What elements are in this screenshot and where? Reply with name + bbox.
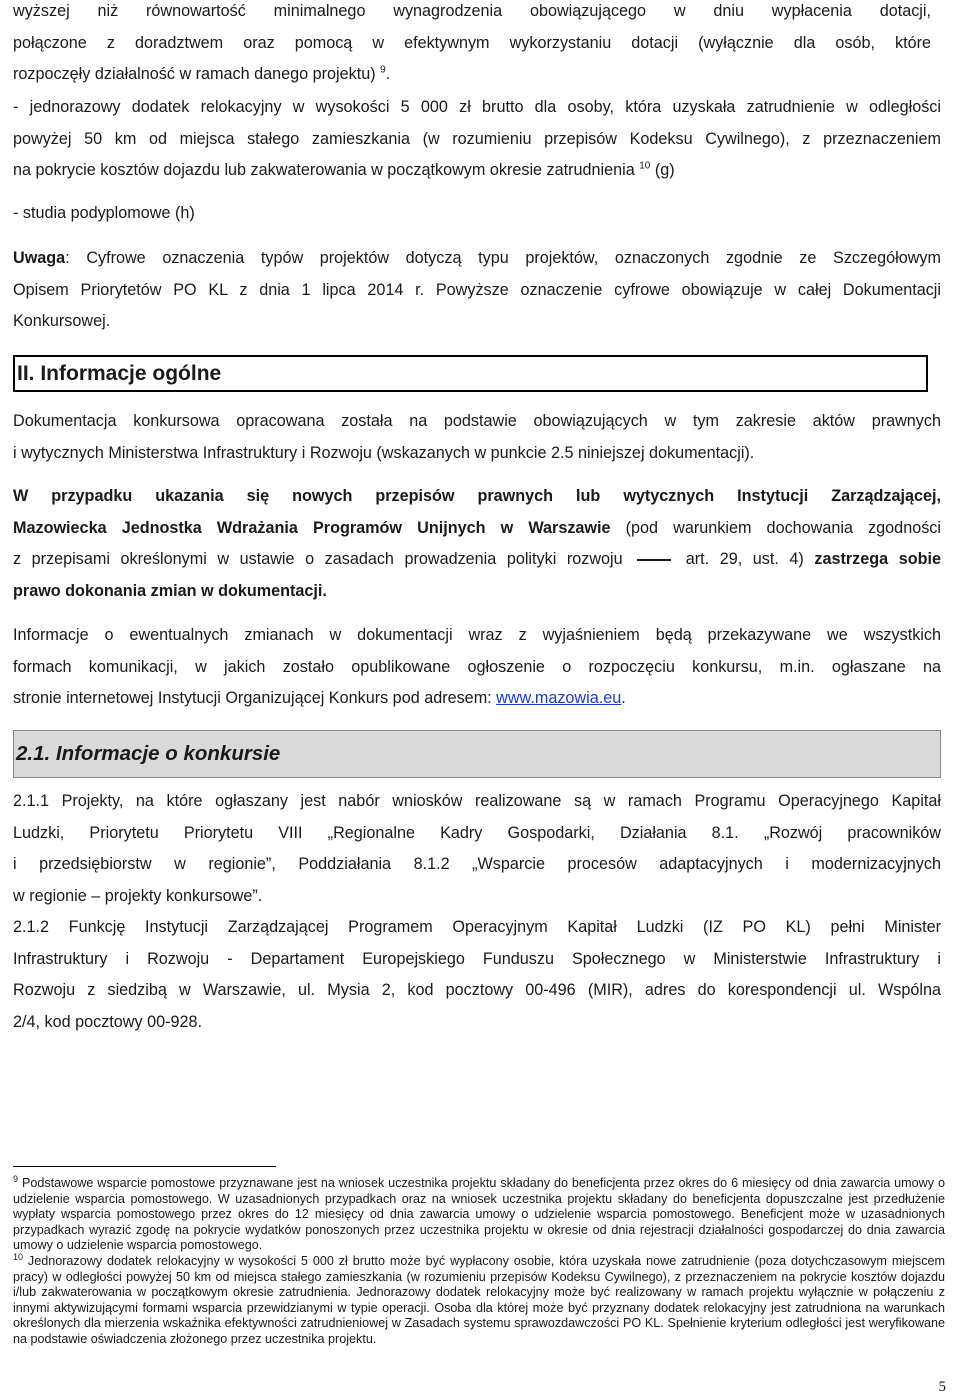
text-line: Informacje o ewentualnych zmianach w dokumentacji wraz z wyjaśnieniem będą przekazywane we wszystkich	[13, 626, 941, 644]
footnote-separator	[13, 1166, 276, 1167]
text-line: formach komunikacji, w jakich zostało opublikowane ogłoszenie o rozpoczęciu konkursu, m.in. ogłaszane na	[13, 657, 941, 676]
text-line: Opisem Priorytetów PO KL z dnia 1 lipca 2014 r. Powyższe oznaczenie cyfrowe obowiązuje w całej Dokumentacji	[13, 280, 941, 299]
text-line: z przepisami określonymi w ustawie o zasadach prowadzenia polityki rozwoju art. 29, ust. 4) zastrzega sobie	[13, 550, 941, 568]
text-line: powyżej 50 km od miejsca stałego zamieszkania (w rozumieniu przepisów Kodeksu Cywilnego), z przeznaczeniem	[13, 129, 941, 148]
text-line: prawo dokonania zmian w dokumentacji.	[13, 581, 327, 600]
section2-p1	[13, 406, 943, 469]
text-line: rozpoczęły działalność w ramach danego projektu) $^9$.	[13, 64, 391, 83]
text-line: Konkursowej.	[13, 312, 111, 330]
text-line: wyższej niż równowartość minimalnego wynagrodzenia obowiązującego w dniu wypłacenia dotacji,	[13, 2, 931, 20]
website-link[interactable]: www.mazowia.eu	[496, 689, 622, 707]
section-heading-ii: II. Informacje ogólne	[13, 355, 928, 392]
section21-p1	[13, 786, 943, 912]
footnote-ref-10[interactable]: 10	[639, 160, 651, 172]
text-line: na pokrycie kosztów dojazdu lub zakwaterowania w początkowym okresie zatrudnienia $^{10}$ (g)	[13, 160, 675, 179]
note-label: Uwaga	[13, 249, 66, 267]
text-line: Rozwoju z siedzibą w Warszawie, ul. Mysia 2, kod pocztowy 00-496 (MIR), adres do korespondencji ul. Wspólna	[13, 981, 941, 999]
footnote-9: $^9$ Podstawowe wsparcie pomostowe przyznawane jest na wniosek uczestnika projektu składany do beneficjenta przez okres do 6 miesięcy od dnia zawarcia umowy o udzielenie wsparcia pomostowego. W uzasadnionych przypadkach oraz na wniosek uczestnika projektu składany do beneficjenta dopuszczalne jest przedłużenie wypłaty wsparcia pomostowego przez okres do 12 miesięcy od dnia zawarcia umowy o udzielenie wsparcia pomostowego. Beneficjent może w uzasadnionych przypadkach wyrazić zgodę na pokrycie wydatków ponoszonych przez uczestnika projektu w okresie od dnia rejestracji działalności gospodarczej do dnia zawarcia umowy o udzielenie wsparcia pomostowego.	[13, 1173, 945, 1253]
studies-item: - studia podyplomowe (h)	[13, 204, 195, 222]
section2-p3	[13, 620, 943, 715]
dash-mark	[637, 559, 671, 561]
page-number: 5	[938, 1379, 946, 1395]
text-line: Uwaga: Cyfrowe oznaczenia typów projektów dotyczą typu projektów, oznaczonych zgodnie ze Szczegółowym	[13, 249, 941, 267]
text-line: połączone z doradztwem oraz pomocą w efektywnym wykorzystaniu dotacji (wyłącznie dla osób, które	[13, 33, 931, 52]
text-line: i wytycznych Ministerstwa Infrastruktury i Rozwoju (wskazanych w punkcie 2.5 niniejszej dokumentacji).	[13, 443, 755, 462]
text-line: 2.1.1 Projekty, na które ogłaszany jest nabór wniosków realizowane są w ramach Programu Operacyjnego Kapitał	[13, 792, 941, 810]
top-paragraph	[13, 0, 943, 91]
relocation-paragraph	[13, 92, 943, 187]
footnote-10: $^{10}$ Jednorazowy dodatek relokacyjny w wysokości 5 000 zł brutto może być wypłacony osobie, która uzyskała nowe zatrudnienie (poza dotychczasowym miejscem pracy) w odległości powyżej 50 km od miejsca stałego zamieszkania (w rozumieniu przepisów Kodeksu Cywilnego), z przeznaczeniem na pokrycie kosztów dojazdu i/lub zakwaterowania w początkowym okresie zatrudnienia. Jednorazowy dodatek relokacyjny może być realizowany w ramach projektu wyłącznie w połączeniu z innymi aktywizującymi formami wsparcia przewidzianymi w typie operacji. Osoba dla której może być przyznany dodatek relokacyjny jest zatrudniona na warunkach określonych dla mierzenia wskaźnika efektywności zatrudnieniowej w Zasadach systemu sprawozdawczości PO KL. Spełnienie kryterium odległości jest weryfikowane na podstawie oświadczenia złożonego przez uczestnika projektu.	[13, 1251, 946, 1346]
section2-p2	[13, 481, 943, 607]
text-line: Ludzki, Priorytetu Priorytetu VIII „Regionalne Kadry Gospodarki, Działania 8.1. „Rozwój pracowników	[13, 823, 941, 842]
footnote-number: 10	[13, 1251, 24, 1262]
section-heading-2-1: 2.1. Informacje o konkursie	[13, 730, 941, 778]
text-line: 2.1.2 Funkcję Instytucji Zarządzającej Programem Operacyjnym Kapitał Ludzki (IZ PO KL) pełni Minister	[13, 918, 941, 936]
text-line: Infrastruktury i Rozwoju - Departament Europejskiego Funduszu Społecznego w Ministerstwie Infrastruktury i	[13, 949, 941, 968]
text-line: W przypadku ukazania się nowych przepisów prawnych lub wytycznych Instytucji Zarządzającej,	[13, 487, 941, 505]
text-line: - jednorazowy dodatek relokacyjny w wysokości 5 000 zł brutto dla osoby, która uzyskała zatrudnienie w odległości	[13, 98, 941, 116]
text-line: w regionie – projekty konkursowe”.	[13, 886, 263, 905]
footnote-ref-9[interactable]: 9	[380, 64, 386, 76]
section21-p2	[13, 912, 943, 1038]
footnote-number: 9	[13, 1173, 19, 1184]
text-line: i przedsiębiorstw w regionie”, Poddziałania 8.1.2 „Wsparcie procesów adaptacyjnych i modernizacyjnych	[13, 855, 941, 873]
text-line: Dokumentacja konkursowa opracowana została na podstawie obowiązujących w tym zakresie aktów prawnych	[13, 412, 941, 430]
note-paragraph	[13, 243, 943, 338]
text-line: Mazowiecka Jednostka Wdrażania Programów Unijnych w Warszawie (pod warunkiem dochowania zgodności	[13, 518, 941, 537]
text-line: 2/4, kod pocztowy 00-928.	[13, 1012, 202, 1031]
text-line: stronie internetowej Instytucji Organizującej Konkurs pod adresem: www.mazowia.eu.	[13, 689, 626, 707]
